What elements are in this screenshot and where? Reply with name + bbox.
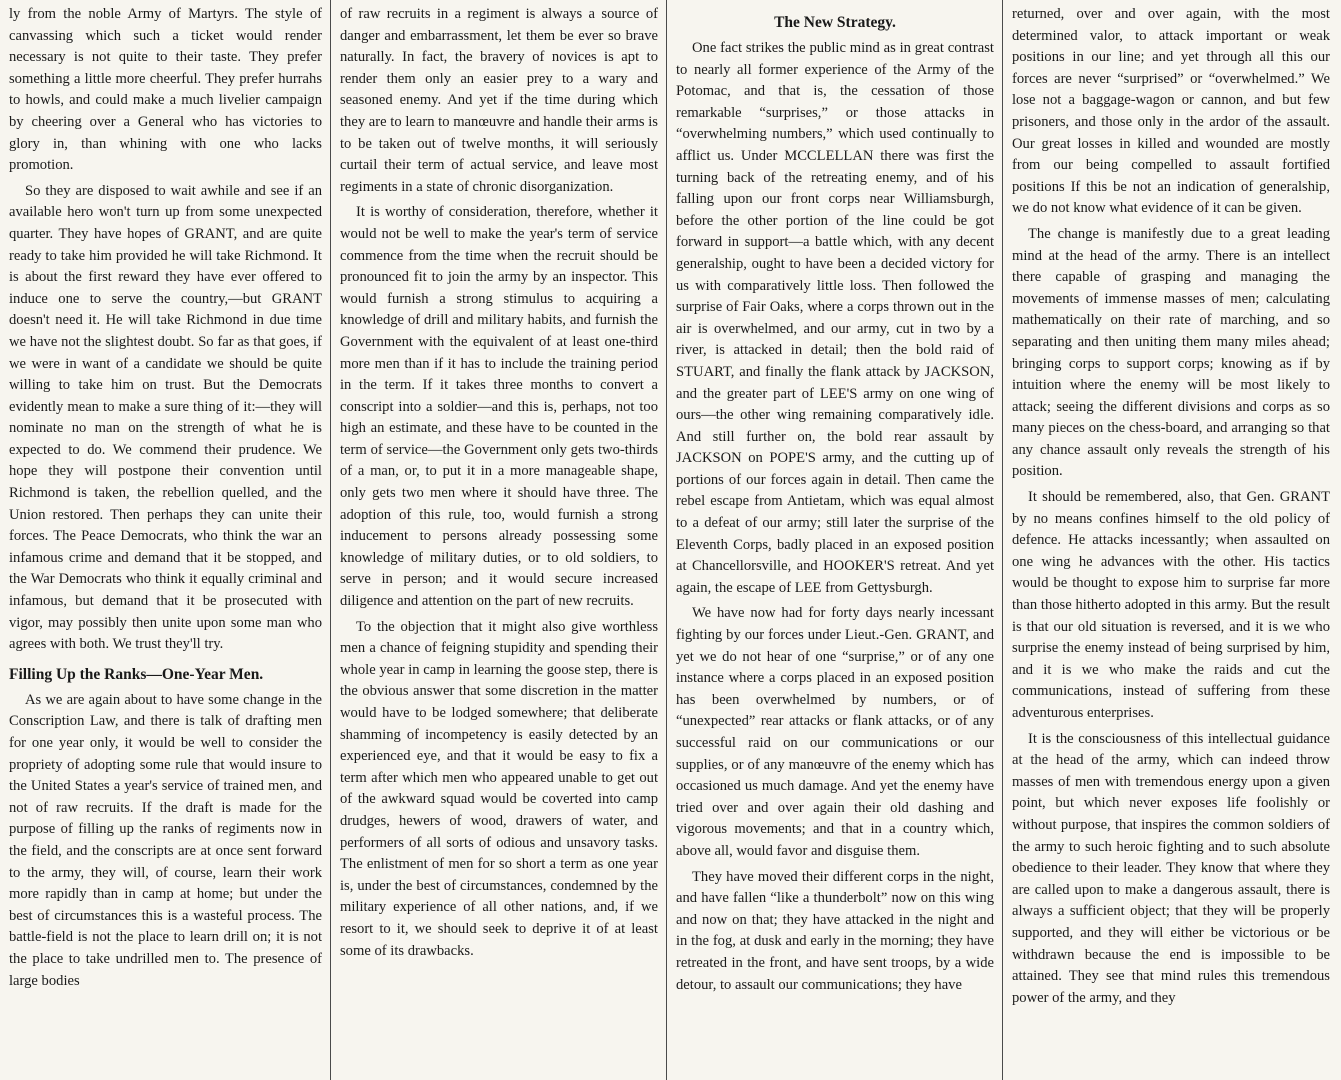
article-paragraph: It should be remembered, also, that Gen. GRANT by no means confines himself to the old policy of defence. He attacks incessantly; when assaulted on one wing he advances with the other. His tactics would be thought to expose him to surprise far more than those hitherto adopted in this army. But the result is that our old situation is reversed, and it is we who surprise the enemy instead of being surprised by him, and it is we who make the raids and cut the communications, instead of suffering from these adventurous enterprises. [1012,489,1330,721]
article-paragraph: The change is manifestly due to a great leading mind at the head of the army. There is an intellect there capable of grasping and managing the movements of immense masses of men; calculating mathematically on their rate of marching, and so separating and then uniting them many miles ahead; bringing corps to support corps; knowing as if by intuition where the enemy will be most likely to attack; seeing the different divisions and corps as so many pieces on the chess-board, and arranging so that any chance assault only reveals the strength of his position. [1012,225,1330,480]
article-paragraph: So they are disposed to wait awhile and see if an available hero won't turn up from some unexpected quarter. They have hopes of GRANT, and are quite ready to take him provided he will take Richmond. It is about the first reward they have ever offered to induce one to serve the country,—but GRANT doesn't need it. He will take Richmond in due time we have not the slightest doubt. So far as that goes, if we were in want of a candidate we should be quite willing to take him on trust. But the Democrats evidently mean to make a sure thing of it:—they will nominate no man on the strength of what he is expected to do. We commend their prudence. We hope they will postpone their convention until Richmond is taken, the rebellion quelled, and the Union restored. Then perhaps they can unite their forces. The Peace Democrats, who think the war an infamous crime and demand that it be stopped, and the War Democrats who think it equally criminal and infamous, but demand that it be prosecuted with vigor, may possibly then unite upon some man who agrees with both. We trust they'll try. [9,182,322,653]
section-heading: The New Strategy. [774,14,896,31]
article-paragraph: We have now had for forty days nearly incessant fighting by our forces under Lieut.-Gen. GRANT, and yet we do not hear of one “surprise,” or of any one instance where a corps placed in an exposed position has been overwhelmed by numbers, or of “unexpected” rear attacks or flank attacks, or of any successful raid on our communications or our supplies, or of any manœuvre of the enemy which has occasioned us much damage. And yet the enemy have tried over and over again their old dashing and vigorous movements; and that in a country which, above all, would favor and disguise them. [676,605,994,859]
section-heading: Filling Up the Ranks—One-Year Men. [9,665,264,683]
article-paragraph: They have moved their different corps in the night, and have fallen “like a thunderbolt” now on this wing and now on that; they have attacked in the night and in the fog, at dusk and early in the morning; they have retreated in the front, and have sent troops, by a wide detour, to assault our communications; they have [676,868,994,993]
column-1 [0,0,330,1080]
article-paragraph: returned, over and over again, with the most determined valor, to attack important or weak positions in our line; and yet through all this our forces are never “surprised” or “overwhelmed.” We lose not a baggage-wagon or cannon, and but few prisoners, and those only in the ardor of the assault. Our great losses in killed and wounded are mostly from our being compelled to assault fortified positions If this be not an indication of generalship, we do not know what evidence of it can be given. [1012,6,1330,217]
article-paragraph: of raw recruits in a regiment is always a source of danger and embarrassment, let them be ever so brave naturally. In fact, the bravery of novices is apt to render them only an easier prey to a wary and seasoned enemy. And yet if the time during which they are to learn to manœuvre and handle their arms is to be taken out of twelve months, it will seriously curtail their term of actual service, and leave most regiments in a state of chronic disorganization. [340,6,658,195]
column-3 [667,0,1002,1080]
column-2 [331,0,666,1080]
article-paragraph: It is the consciousness of this intellectual guidance at the head of the army, which can indeed throw masses of men with tremendous energy upon a given point, but which never exposes life foolishly or without purpose, that inspires the common soldiers of the army to such heroic fighting and to such absolute obedience to their leader. They know that where they are called upon to make a dangerous assault, there is always a sufficient object; that they will be properly supported, and they will either be victorious or be withdrawn because the end is impossible to be attained. They see that mind rules this tremendous power of the army, and they [1012,730,1330,1006]
article-paragraph: As we are again about to have some change in the Conscription Law, and there is talk of drafting men for one year only, it would be well to consider the propriety of adopting some rule that would insure to the United States a year's service of trained men, and not of raw recruits. If the draft is made for the purpose of filling up the ranks of regiments now in the field, and the conscripts are at once sent forward to the army, they will, of course, learn their work more rapidly than in camp at home; but under the best of circumstances this is a wasteful process. The battle-field is not the place to learn drill on; it is not the place to take undrilled men to. The presence of large bodies [9,691,322,989]
article-paragraph: ly from the noble Army of Martyrs. The style of canvassing which such a ticket would render necessary is not quite to their taste. They prefer something a little more cheerful. They prefer hurrahs to howls, and could make a much livelier campaign by cheering over a General who has victories to glory in, than whining with one who lacks promotion. [9,6,322,174]
article-paragraph: One fact strikes the public mind as in great contrast to nearly all former experience of the Army of the Potomac, and that is, the cessation of those remarkable “surprises,” or those attacks in “overwhelming numbers,” which used continually to afflict us. Under MCCLELLAN there was first the turning back of the retreating enemy, and of his falling upon our front corps near Williamsburgh, before the other portion of the line could be got forward in support—a battle which, with any decent generalship, ought to have been a decided victory for us with comparatively little loss. Then followed the surprise of Fair Oaks, where a corps thrown out in the air is overwhelmed, and our army, cut in two by a river, is attacked in detail; then the bold raid of STUART, and finally the flank attack by JACKSON, and the greater part of LEE'S army on one wing of ours—the other wing remaining comparatively idle. And still further on, the bold rear assault by JACKSON on POPE'S army, and the cutting up of portions of our forces again in detail. Then came the rebel escape from Antietam, which was equal almost to a defeat of our army; still later the surprise of the Eleventh Corps, badly placed in an exposed position at Chancellorsville, and HOOKER'S retreat. And yet again, the escape of LEE from Gettysburgh. [676,40,994,596]
article-paragraph: It is worthy of consideration, therefore, whether it would not be well to make the year's term of service commence from the time when the recruit should be pronounced fit to join the army by an inspector. This would furnish a strong stimulus to acquiring a knowledge of drill and military habits, and furnish the Government with the equivalent of at least one-third more men than if it has to include the training period in the term. If it takes three months to convert a conscript into a soldier—and this is, perhaps, not too high an estimate, and these have to be counted in the term of service—the Government only gets two-thirds of a man, or, to put it in a more manageable shape, only gets two men where it should have three. The adoption of this rule, too, would furnish a strong inducement to persons already possessing some knowledge of military duties, or to old soldiers, to serve in person; and it would secure increased diligence and attention on the part of new recruits. [340,204,658,610]
column-4 [1003,0,1338,1080]
article-paragraph: To the objection that it might also give worthless men a chance of feigning stupidity and spending their whole year in camp in learning the goose step, there is the obvious answer that some discretion in the matter would have to be lodged somewhere; that deliberate shamming of incompetency is easily detected by an experienced eye, and that it would be easy to fix a term after which men who appeared unable to get out of the awkward squad would be coverted into camp drudges, hewers of wood, drawers of water, and performers of all sorts of odious and unsavory tasks. The enlistment of men for so short a term as one year is, under the best of circumstances, condemned by the military experience of all other nations, and, if we resort to it, we should seek to deprive it of at least some of its drawbacks. [340,618,658,959]
